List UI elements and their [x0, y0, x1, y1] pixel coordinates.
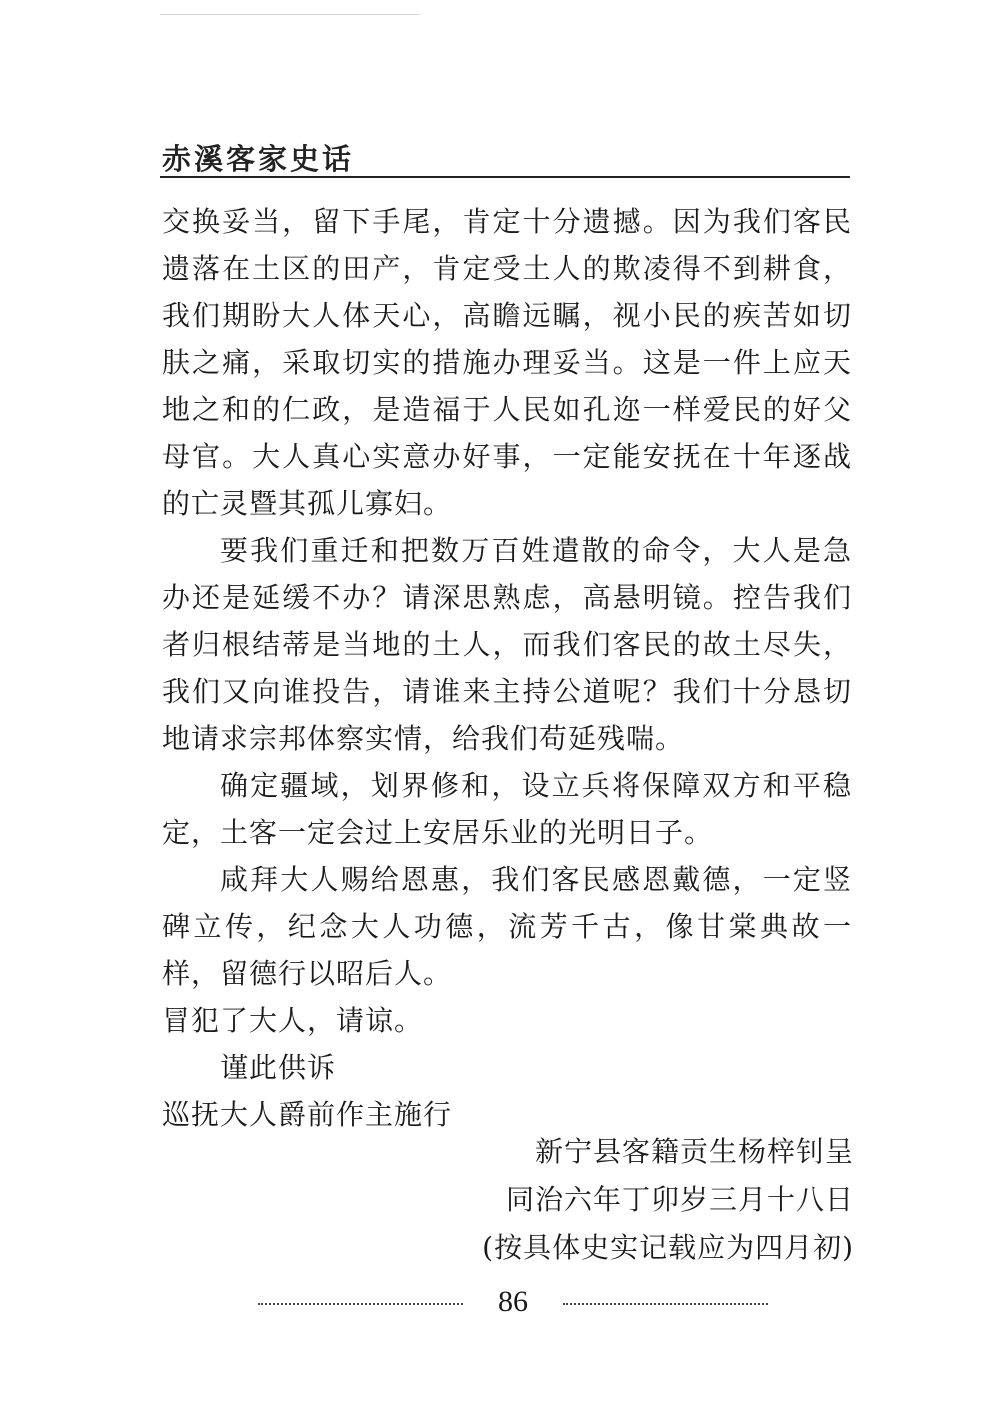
footer-rule-right: [563, 1303, 768, 1305]
page-footer: [0, 1282, 1000, 1322]
running-header-title: 赤溪客家史话: [162, 142, 355, 176]
paragraph: 要我们重迁和把数万百姓遣散的命令，大人是急办还是延缓不办？请深思熟虑，高悬明镜。控告我们者归根结蒂是当地的土人，而我们客民的故土尽失，我们又向谁投告，请谁来主持公道呢？我们十分恳切地请求宗邦体察实情，给我们苟延残喘。: [162, 534, 852, 755]
top-faint-rule: [160, 14, 420, 15]
paragraph-continued: 交换妥当，留下手尾，肯定十分遗撼。因为我们客民遗落在土区的田产，肯定受土人的欺凌得不到耕食，我们期盼大人体天心，高瞻远瞩，视小民的疾苦如切肤之痛，采取切实的措施办理妥当。这是一件上应天地之和的仁政，是造福于人民如孔迩一样爱民的好父母官。大人真心实意办好事，一定能安抚在十年逐战的亡灵暨其孤儿寡妇。: [162, 205, 852, 520]
apology-line: 冒犯了大人，请谅。: [162, 1004, 424, 1037]
signature-block: [454, 1128, 854, 1272]
addressee-line: 巡抚大人爵前作主施行: [162, 1098, 453, 1131]
signature-note: (按具体史实记载应为四月初): [482, 1231, 854, 1264]
signature-author: 新宁县客籍贡生杨梓钊呈: [534, 1135, 854, 1168]
paragraph: 确定疆域，划界修和，设立兵将保障双方和平稳定，土客一定会过上安居乐业的光明日子。: [162, 769, 852, 849]
page-number: 86: [498, 1285, 528, 1318]
paragraph: 咸拜大人赐给恩惠，我们客民感恩戴德，一定竖碑立传，纪念大人功德，流芳千古，像甘棠典故一样，留德行以昭后人。: [162, 863, 852, 990]
header-rule: [160, 176, 850, 178]
footer-rule-left: [258, 1303, 463, 1305]
signature-date: 同治六年丁卯岁三月十八日: [505, 1183, 854, 1216]
closing-phrase: 谨此供诉: [220, 1051, 337, 1084]
body-text: [162, 198, 852, 1138]
